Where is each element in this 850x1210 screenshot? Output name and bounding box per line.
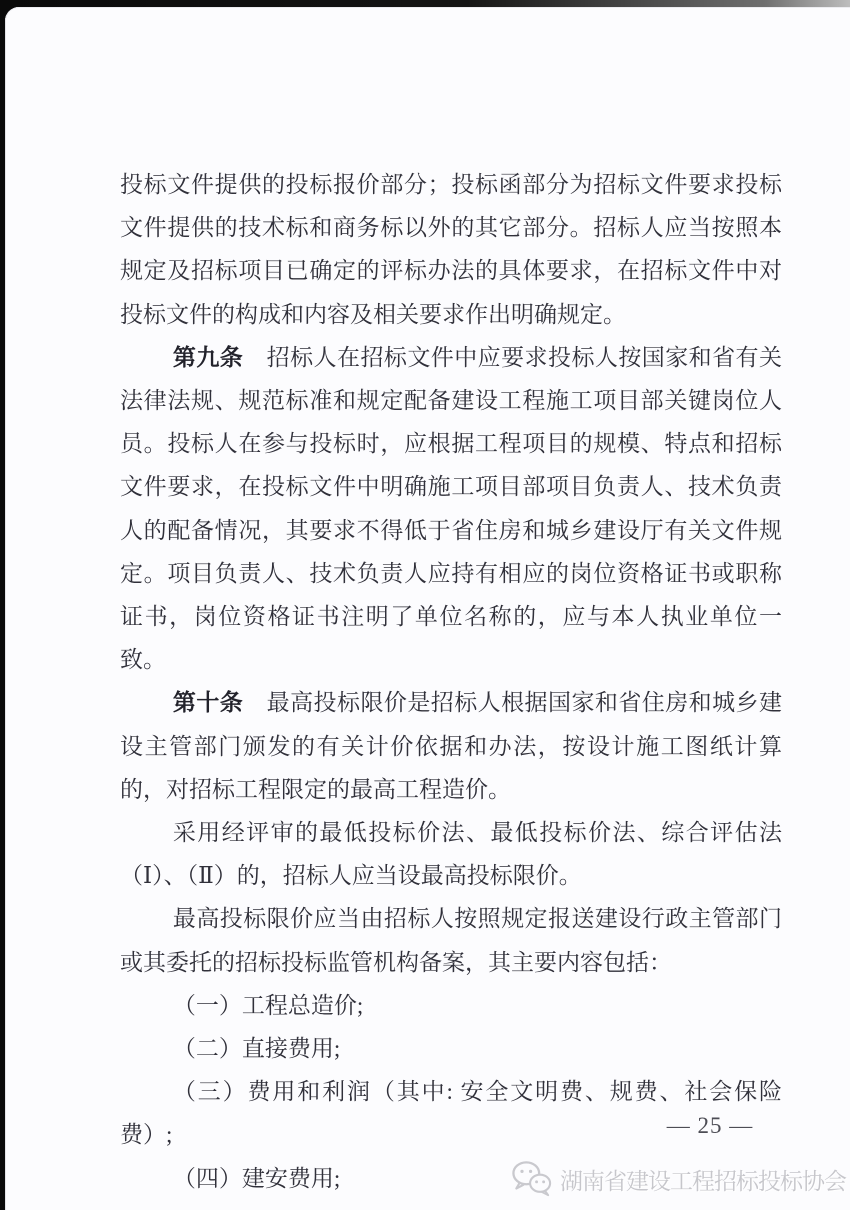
paper-sheet <box>5 7 850 1210</box>
page-number: — 25 — <box>666 1113 754 1138</box>
list-item-text: （三）费用和利润（其中: 安全文明费、规费、社会保险费）; <box>120 1079 782 1148</box>
paragraph-continuation <box>120 163 782 336</box>
paragraph <box>120 811 782 897</box>
article-10-number: 第十条 <box>172 690 267 716</box>
paragraph-text: 招标人在招标文件中应要求投标人按国家和省有关法律法规、规范标准和规定配备建设工程施工项目部关键岗位人员。投标人在参与投标时，应根据工程项目的规模、特点和招标文件要求，在投标文件中明确施工项目部项目负责人、技术负责人的配备情况，其要求不得低于省住房和城乡建设厅有关文件规定。项目负责人、技术负责人应持有相应的岗位资格证书或职称证书，岗位资格证书注明了单位名称的，应与本人执业单位一致。 <box>120 344 783 673</box>
paragraph-text: 投标文件提供的投标报价部分；投标函部分为招标文件要求投标文件提供的技术标和商务标以外的其它部分。招标人应当按照本规定及招标项目已确定的评标办法的具体要求，在招标文件中对投标文件的构成和内容及相关要求作出明确规定。 <box>120 172 782 327</box>
paragraph-article-9 <box>120 336 782 682</box>
list-item-1 <box>120 984 782 1027</box>
list-item-text: （二）直接费用; <box>172 1036 341 1062</box>
watermark-text: 湖南省建设工程招标投标协会 <box>560 1168 846 1194</box>
paragraph-text: 最高投标限价是招标人根据国家和省住房和城乡建设主管部门颁发的有关计价依据和办法，按设计施工图纸计算的，对招标工程限定的最高工程造价。 <box>120 690 783 802</box>
list-item-text: （四）建安费用; <box>172 1165 341 1191</box>
article-9-number: 第九条 <box>172 344 267 370</box>
document-body <box>120 163 782 1200</box>
paragraph-text: 最高投标限价应当由招标人按照规定报送建设行政主管部门或其委托的招标投标监管机构备案，其主要内容包括： <box>120 906 782 975</box>
list-item-2 <box>120 1027 782 1070</box>
watermark <box>510 1154 846 1204</box>
list-item-text: （一）工程总造价; <box>172 992 364 1018</box>
paragraph-article-10 <box>120 681 782 811</box>
paragraph <box>120 897 782 983</box>
wechat-icon <box>510 1159 554 1199</box>
paragraph-text: 采用经评审的最低投标价法、最低投标价法、综合评估法（Ⅰ）、（Ⅱ）的，招标人应当设最高投标限价。 <box>120 820 782 889</box>
